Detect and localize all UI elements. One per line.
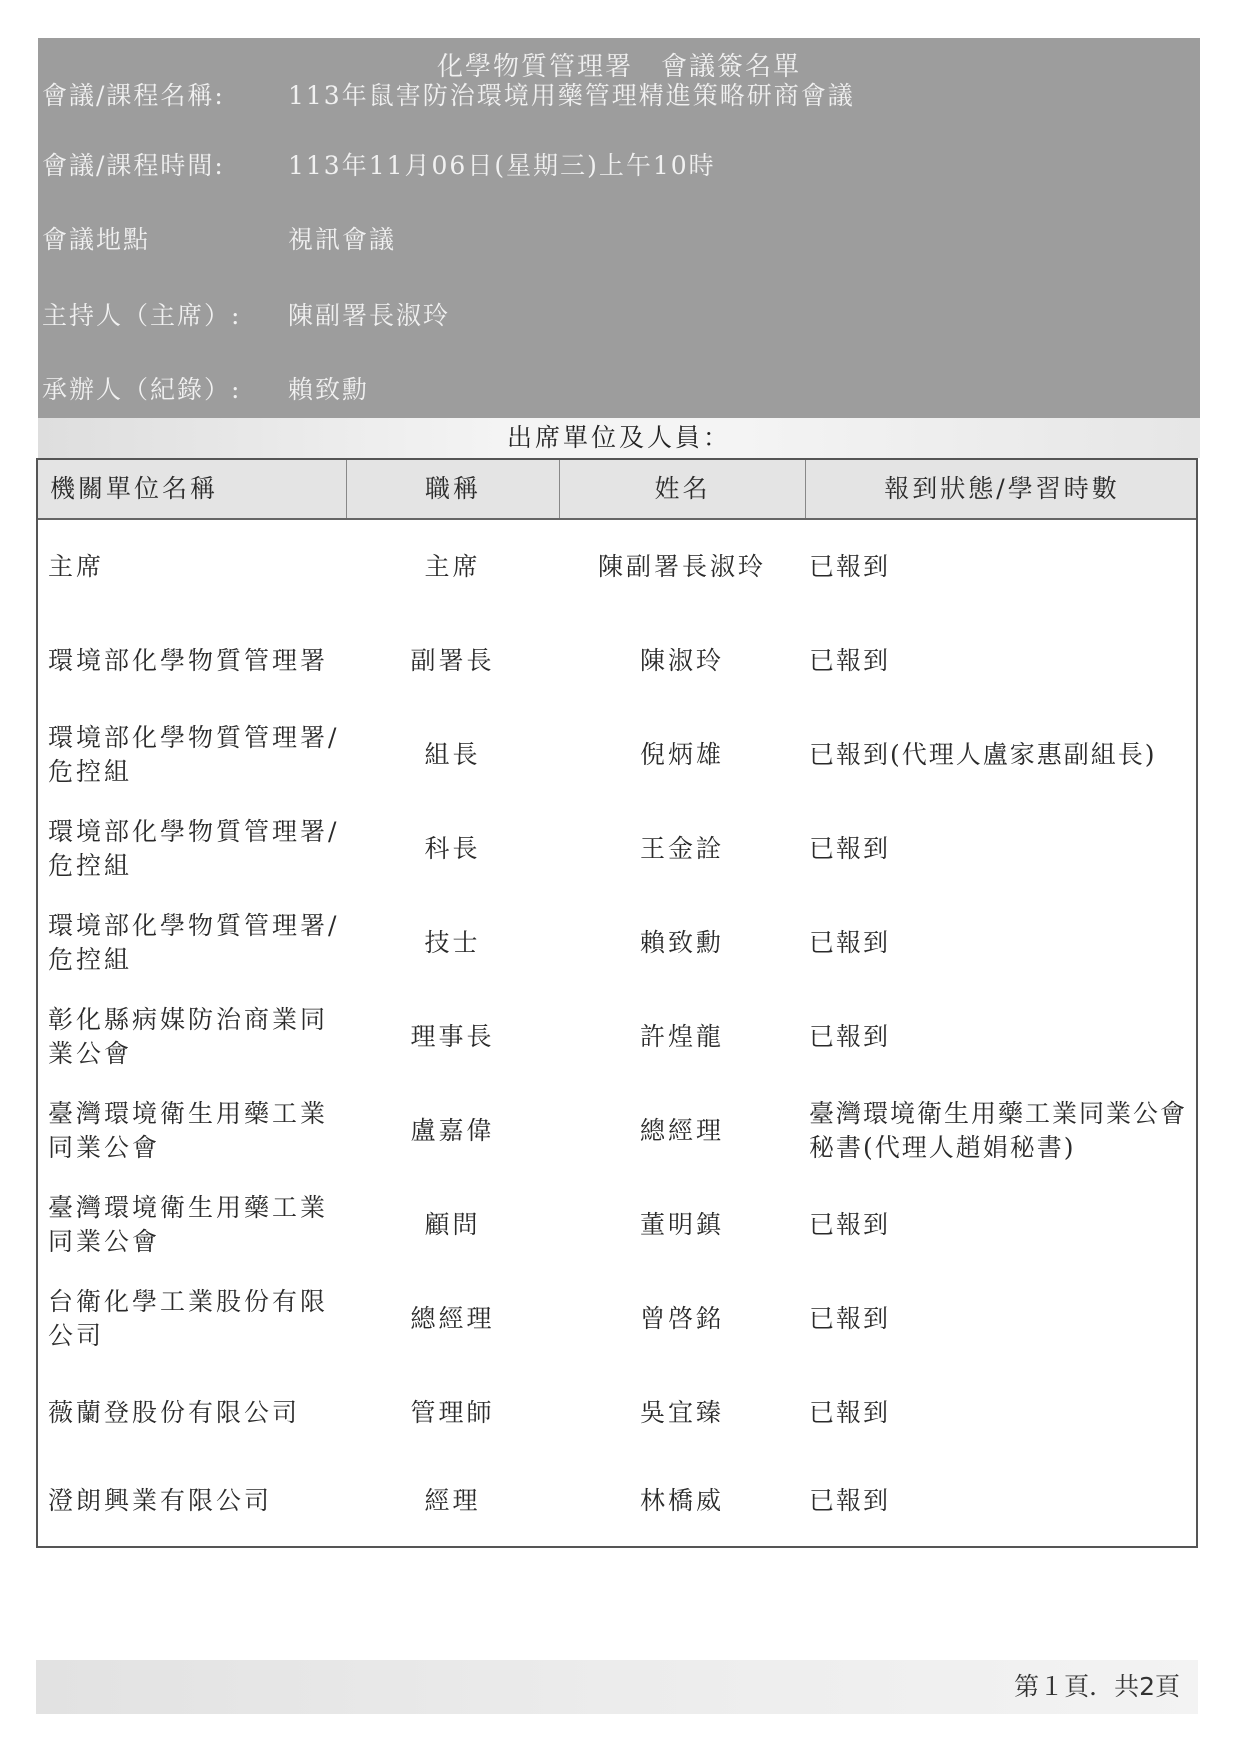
meeting-name-value: 113年鼠害防治環境用藥管理精進策略研商會議 xyxy=(288,81,855,110)
meeting-recorder-label: 承辦人（紀錄）: xyxy=(42,375,242,404)
cell-organization: 環境部化學物質管理署/危控組 xyxy=(48,911,340,974)
cell-status: 已報到 xyxy=(809,1304,891,1333)
meeting-host-value: 陳副署長淑玲 xyxy=(288,301,451,330)
cell-name: 吳宜臻 xyxy=(639,1398,724,1427)
footer-bar xyxy=(36,1660,1198,1714)
cell-name: 陳淑玲 xyxy=(639,646,724,675)
meeting-name-label: 會議/課程名稱: xyxy=(42,81,225,110)
attendance-table xyxy=(36,458,1198,1548)
cell-name: 倪炳雄 xyxy=(639,740,724,769)
cell-status: 已報到 xyxy=(809,834,891,863)
cell-title: 主席 xyxy=(424,552,481,581)
cell-title: 理事長 xyxy=(410,1022,495,1051)
cell-name: 曾啓銘 xyxy=(639,1304,724,1333)
meeting-location-value: 視訊會議 xyxy=(288,225,397,254)
table-row xyxy=(38,1084,1196,1178)
meeting-recorder-value: 賴致勳 xyxy=(288,375,370,404)
cell-status: 已報到 xyxy=(809,1022,891,1051)
cell-organization: 澄朗興業有限公司 xyxy=(48,1486,273,1515)
meeting-location-row xyxy=(42,220,396,256)
cell-organization: 臺灣環境衛生用藥工業同業公會 xyxy=(48,1099,329,1162)
cell-title: 管理師 xyxy=(410,1398,495,1427)
table-row xyxy=(38,708,1196,802)
table-row xyxy=(38,1178,1196,1272)
cell-title: 經理 xyxy=(424,1486,481,1515)
column-header-status: 報到狀態/學習時數 xyxy=(805,460,1198,518)
meeting-name-row xyxy=(42,76,855,112)
column-header-name: 姓名 xyxy=(559,460,805,518)
cell-status: 已報到 xyxy=(809,552,891,581)
table-row xyxy=(38,896,1196,990)
table-row xyxy=(38,1366,1196,1460)
cell-name: 許煌龍 xyxy=(639,1022,724,1051)
cell-title: 組長 xyxy=(424,740,481,769)
table-row xyxy=(38,990,1196,1084)
cell-organization: 台衛化學工業股份有限公司 xyxy=(48,1287,329,1350)
meeting-recorder-row xyxy=(42,370,369,406)
cell-name: 王金詮 xyxy=(639,834,724,863)
cell-status: 已報到 xyxy=(809,928,891,957)
column-header-title: 職稱 xyxy=(346,460,559,518)
cell-name: 總經理 xyxy=(639,1116,724,1145)
cell-organization: 主席 xyxy=(48,552,105,581)
cell-status: 已報到 xyxy=(809,646,891,675)
cell-organization: 環境部化學物質管理署 xyxy=(48,646,329,675)
meeting-time-row xyxy=(42,146,716,182)
cell-organization: 環境部化學物質管理署/危控組 xyxy=(48,723,340,786)
column-header-organization: 機關單位名稱 xyxy=(50,474,219,503)
table-row xyxy=(38,802,1196,896)
cell-organization: 臺灣環境衛生用藥工業同業公會 xyxy=(48,1193,329,1256)
cell-name: 董明鎮 xyxy=(639,1210,724,1239)
cell-status: 已報到 xyxy=(809,1398,891,1427)
cell-status: 已報到 xyxy=(809,1486,891,1515)
cell-name: 賴致勳 xyxy=(639,928,724,957)
meeting-time-label: 會議/課程時間: xyxy=(42,151,225,180)
cell-title: 技士 xyxy=(424,928,481,957)
cell-title: 盧嘉偉 xyxy=(410,1116,495,1145)
cell-title: 總經理 xyxy=(410,1304,495,1333)
cell-name: 陳副署長淑玲 xyxy=(597,552,766,581)
meeting-host-label: 主持人（主席）: xyxy=(42,301,242,330)
cell-organization: 彰化縣病媒防治商業同業公會 xyxy=(48,1005,329,1068)
page-indicator: 第１頁．共2頁 xyxy=(1014,1672,1180,1701)
cell-status: 已報到(代理人盧家惠副組長) xyxy=(809,740,1157,769)
cell-title: 顧問 xyxy=(424,1210,481,1239)
table-row xyxy=(38,1454,1196,1548)
table-row xyxy=(38,520,1196,614)
meeting-location-label: 會議地點 xyxy=(42,225,151,254)
cell-status: 臺灣環境衛生用藥工業同業公會秘書(代理人趙娟秘書) xyxy=(809,1099,1188,1162)
cell-organization: 薇蘭登股份有限公司 xyxy=(48,1398,301,1427)
cell-name: 林橋威 xyxy=(639,1486,724,1515)
cell-title: 科長 xyxy=(424,834,481,863)
document-title: 化學物質管理署 會議簽名單 xyxy=(436,52,801,82)
table-row xyxy=(38,1272,1196,1366)
meeting-host-row xyxy=(42,296,450,332)
table-header xyxy=(38,460,1196,520)
meeting-info-block xyxy=(38,38,1200,418)
cell-status: 已報到 xyxy=(809,1210,891,1239)
table-row xyxy=(38,614,1196,708)
attendees-heading: 出席單位及人員： xyxy=(38,418,1200,458)
cell-title: 副署長 xyxy=(410,646,495,675)
meeting-time-value: 113年11月06日(星期三)上午10時 xyxy=(288,151,716,180)
cell-organization: 環境部化學物質管理署/危控組 xyxy=(48,817,340,880)
